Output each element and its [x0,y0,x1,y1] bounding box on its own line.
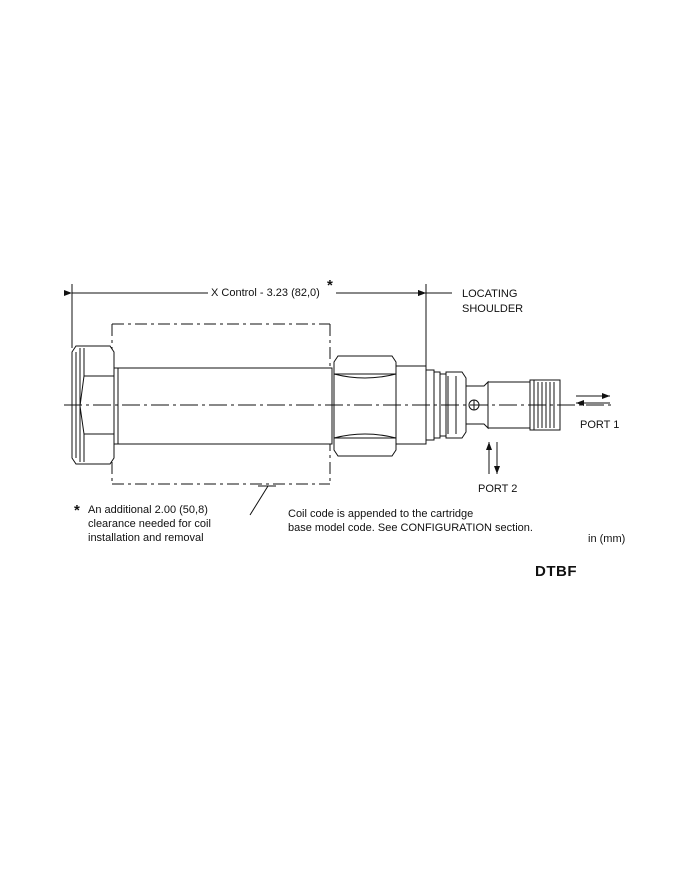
footnote-line-1: An additional 2.00 (50,8) [88,504,208,516]
port2-label: PORT 2 [478,483,518,495]
footnote-line-2: clearance needed for coil [88,518,211,530]
footnote-line-3: installation and removal [88,532,204,544]
port1-flow-arrows [576,396,610,403]
coil-note-leader [250,486,276,515]
coil-note-line-2: base model code. See CONFIGURATION section. [288,522,533,534]
hex-body [334,356,396,456]
locating-shoulder-label-1: LOCATING [462,288,518,300]
dimension-asterisk: * [327,277,333,294]
stem-tube [114,368,332,444]
model-code: DTBF [535,563,577,580]
locating-shoulder-label-2: SHOULDER [462,303,524,315]
coil-note-line-1: Coil code is appended to the cartridge [288,508,474,520]
units-label: in (mm) [588,533,626,545]
footnote-asterisk: * [74,502,80,519]
port2-flow-arrows [489,442,497,474]
dimension-label: X Control - 3.23 (82,0) [211,287,320,299]
port1-label: PORT 1 [580,419,620,431]
